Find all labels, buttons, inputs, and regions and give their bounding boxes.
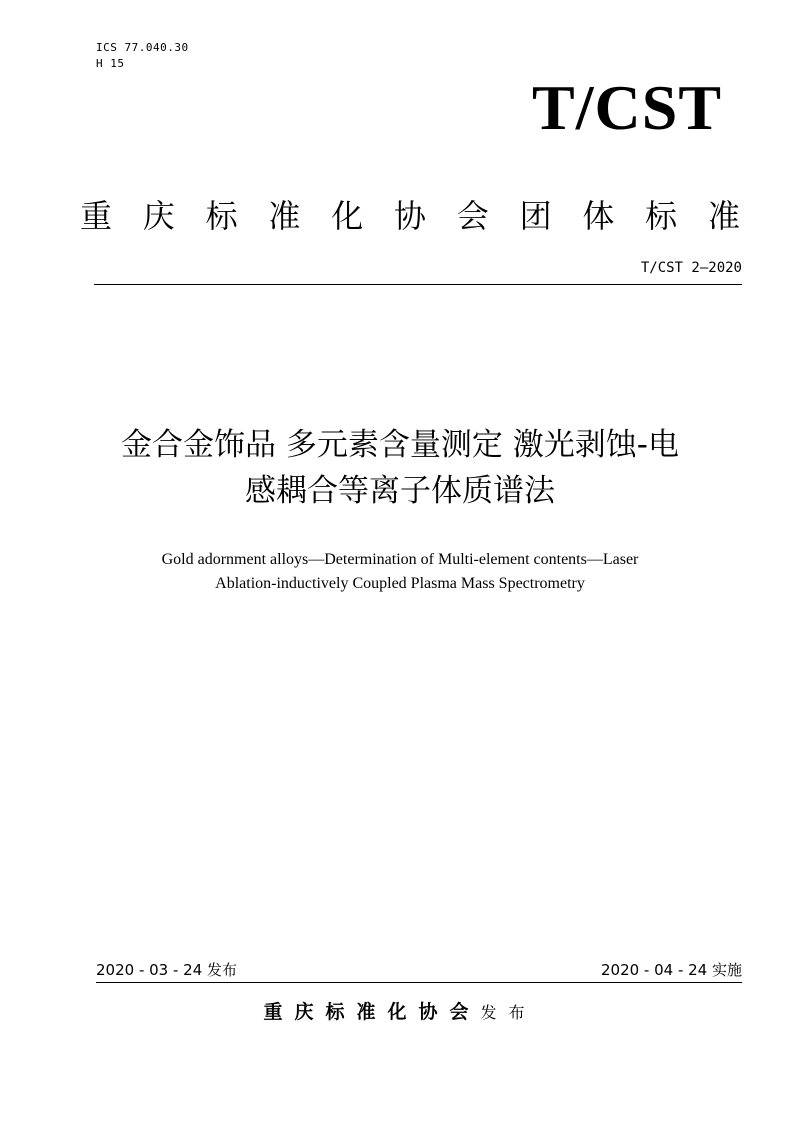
header-divider (94, 284, 742, 285)
release-date: 2020 - 03 - 24 发布 (96, 961, 238, 979)
heading-char: 化 (331, 197, 364, 235)
chinese-title (0, 422, 800, 514)
chinese-title-line-2: 感耦合等离子体质谱法 (245, 473, 555, 509)
english-title (0, 548, 800, 596)
standard-number: T/CST 2—2020 (640, 260, 742, 276)
publisher-line (0, 998, 800, 1027)
classification-codes (96, 40, 189, 72)
heading-char: 标 (645, 197, 678, 235)
heading-char: 体 (582, 197, 615, 235)
implementation-date: 2020 - 04 - 24 实施 (600, 961, 742, 979)
english-title-line-1: Gold adornment alloys—Determination of Multi-element contents—Laser (161, 551, 639, 568)
heading-char: 准 (707, 197, 740, 235)
ics-code: ICS 77.040.30 (96, 41, 189, 54)
heading-char: 会 (456, 197, 489, 235)
heading-char: 协 (393, 197, 426, 235)
heading-char: 重 (80, 197, 113, 235)
standard-type-heading (80, 192, 740, 240)
heading-char: 团 (519, 197, 552, 235)
english-title-line-2: Ablation-inductively Coupled Plasma Mass Spectrometry (215, 575, 585, 592)
heading-char: 标 (205, 197, 238, 235)
publisher-name: 重庆标准化协会 (263, 1001, 481, 1023)
footer-divider (96, 982, 742, 983)
heading-char: 庆 (142, 197, 175, 235)
date-row (96, 960, 742, 980)
publisher-action: 发布 (480, 1003, 537, 1022)
heading-char: 准 (268, 197, 301, 235)
ccs-code: H 15 (96, 57, 125, 70)
standard-brand-logo: T/CST (532, 72, 722, 143)
chinese-title-line-1: 金合金饰品 多元素含量测定 激光剥蚀-电 (121, 427, 679, 463)
